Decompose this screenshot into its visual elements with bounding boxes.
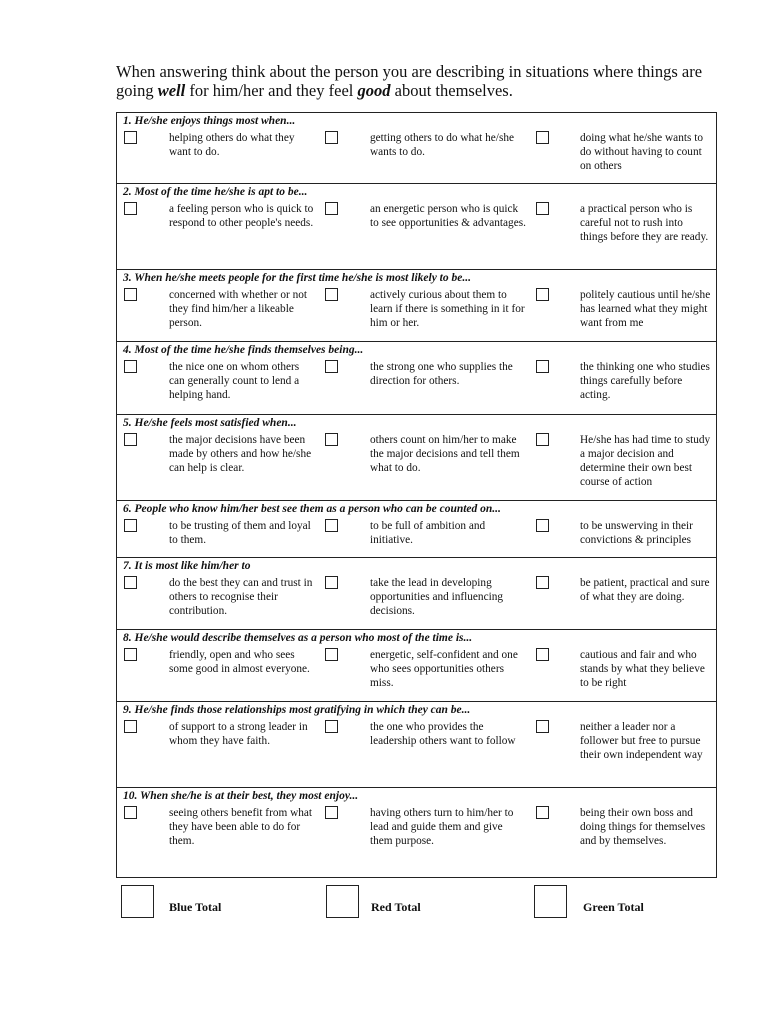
option-blue-text: concerned with whether or not they find him/her a likeable person.: [169, 289, 308, 329]
option-green-text: to be unswerving in their convictions & principles: [580, 520, 693, 546]
question-title: 9. He/she finds those relationships most gratifying in which they can be...: [123, 704, 471, 716]
option-green-checkbox[interactable]: [536, 131, 549, 144]
question-10: [117, 788, 716, 877]
question-7: [117, 558, 716, 630]
option-blue-text: to be trusting of them and loyal to them.: [169, 520, 311, 546]
option-blue-checkbox[interactable]: [124, 202, 137, 215]
option-green-checkbox[interactable]: [536, 202, 549, 215]
option-blue-text: seeing others benefit from what they have been able to do for them.: [169, 807, 313, 847]
option-red-text: getting others to do what he/she wants to do.: [370, 132, 515, 158]
instructions-part-1: When answering think about the person you are describing in situations where things are going: [116, 62, 703, 100]
option-green-checkbox[interactable]: [536, 519, 549, 532]
blue-total-label: Blue Total: [169, 900, 222, 914]
red-total-box[interactable]: [326, 885, 359, 918]
instructions-part-3: about themselves.: [390, 81, 513, 100]
questionnaire-table: [116, 112, 717, 878]
option-red-text: actively curious about them to learn if there is something in it for him or her.: [370, 289, 525, 329]
instructions-text: [116, 62, 716, 100]
question-title: 10. When she/he is at their best, they most enjoy...: [123, 790, 359, 802]
question-6: [117, 501, 716, 558]
option-green-text: cautious and fair and who stands by what they believe to be right: [580, 649, 705, 689]
option-blue-checkbox[interactable]: [124, 806, 137, 819]
option-green-checkbox[interactable]: [536, 288, 549, 301]
emphasis-well: well: [157, 81, 186, 100]
option-red-text: having others turn to him/her to lead and guide them and give them purpose.: [370, 807, 514, 847]
option-green-checkbox[interactable]: [536, 360, 549, 373]
option-red-text: to be full of ambition and initiative.: [370, 520, 486, 546]
question-2: [117, 184, 716, 270]
question-title: 6. People who know him/her best see them as a person who can be counted on...: [123, 503, 501, 515]
option-blue-checkbox[interactable]: [124, 576, 137, 589]
option-red-checkbox[interactable]: [325, 202, 338, 215]
question-3: [117, 270, 716, 342]
option-green-text: politely cautious until he/she has learned what they might want from me: [580, 289, 711, 329]
question-title: 1. He/she enjoys things most when...: [123, 115, 296, 127]
question-4: [117, 342, 716, 415]
option-green-text: He/she has had time to study a major decision and determine their own best course of action: [580, 434, 711, 488]
option-blue-text: the major decisions have been made by others and how he/she can help is clear.: [169, 434, 312, 474]
option-red-checkbox[interactable]: [325, 648, 338, 661]
option-red-text: an energetic person who is quick to see opportunities & advantages.: [370, 203, 526, 229]
option-red-checkbox[interactable]: [325, 131, 338, 144]
option-red-text: others count on him/her to make the major decisions and tell them what to do.: [370, 434, 520, 474]
option-green-text: being their own boss and doing things for themselves and by themselves.: [580, 807, 706, 847]
question-title: 7. It is most like him/her to: [123, 560, 251, 572]
totals-row: [0, 885, 768, 925]
question-1: [117, 113, 716, 184]
option-blue-text: the nice one on whom others can generally count to lend a helping hand.: [169, 361, 300, 401]
question-title: 3. When he/she meets people for the first time he/she is most likely to be...: [123, 272, 471, 284]
option-blue-text: a feeling person who is quick to respond to other people's needs.: [169, 203, 314, 229]
option-blue-text: friendly, open and who sees some good in almost everyone.: [169, 649, 310, 675]
option-red-text: take the lead in developing opportunities and influencing decisions.: [370, 577, 504, 617]
question-title: 4. Most of the time he/she finds themselves being...: [123, 344, 364, 356]
option-red-text: the one who provides the leadership others want to follow: [370, 721, 516, 747]
question-9: [117, 702, 716, 788]
option-green-text: the thinking one who studies things carefully before acting.: [580, 361, 710, 401]
emphasis-good: good: [357, 81, 391, 100]
option-green-checkbox[interactable]: [536, 720, 549, 733]
option-green-checkbox[interactable]: [536, 433, 549, 446]
option-green-checkbox[interactable]: [536, 806, 549, 819]
option-blue-checkbox[interactable]: [124, 360, 137, 373]
option-blue-checkbox[interactable]: [124, 131, 137, 144]
option-red-checkbox[interactable]: [325, 519, 338, 532]
blue-total-box[interactable]: [121, 885, 154, 918]
option-red-text: energetic, self-confident and one who sees opportunities others miss.: [370, 649, 518, 689]
question-title: 8. He/she would describe themselves as a person who most of the time is...: [123, 632, 473, 644]
option-red-text: the strong one who supplies the direction for others.: [370, 361, 513, 387]
option-blue-text: do the best they can and trust in others to recognise their contribution.: [169, 577, 313, 617]
green-total-label: Green Total: [583, 900, 644, 914]
option-green-checkbox[interactable]: [536, 648, 549, 661]
question-title: 2. Most of the time he/she is apt to be...: [123, 186, 308, 198]
option-blue-checkbox[interactable]: [124, 288, 137, 301]
red-total-label: Red Total: [371, 900, 421, 914]
question-5: [117, 415, 716, 501]
option-green-text: a practical person who is careful not to rush into things before they are ready.: [580, 203, 709, 243]
option-blue-checkbox[interactable]: [124, 648, 137, 661]
option-green-checkbox[interactable]: [536, 576, 549, 589]
option-blue-text: helping others do what they want to do.: [169, 132, 295, 158]
option-red-checkbox[interactable]: [325, 576, 338, 589]
question-8: [117, 630, 716, 702]
option-blue-checkbox[interactable]: [124, 433, 137, 446]
option-red-checkbox[interactable]: [325, 288, 338, 301]
option-red-checkbox[interactable]: [325, 360, 338, 373]
question-title: 5. He/she feels most satisfied when...: [123, 417, 297, 429]
option-green-text: be patient, practical and sure of what they are doing.: [580, 577, 710, 603]
option-red-checkbox[interactable]: [325, 720, 338, 733]
option-red-checkbox[interactable]: [325, 806, 338, 819]
option-green-text: neither a leader nor a follower but free to pursue their own independent way: [580, 721, 703, 761]
green-total-box[interactable]: [534, 885, 567, 918]
option-blue-checkbox[interactable]: [124, 720, 137, 733]
option-red-checkbox[interactable]: [325, 433, 338, 446]
instructions-part-2: for him/her and they feel: [185, 81, 358, 100]
option-blue-text: of support to a strong leader in whom they have faith.: [169, 721, 308, 747]
option-green-text: doing what he/she wants to do without having to count on others: [580, 132, 703, 172]
option-blue-checkbox[interactable]: [124, 519, 137, 532]
